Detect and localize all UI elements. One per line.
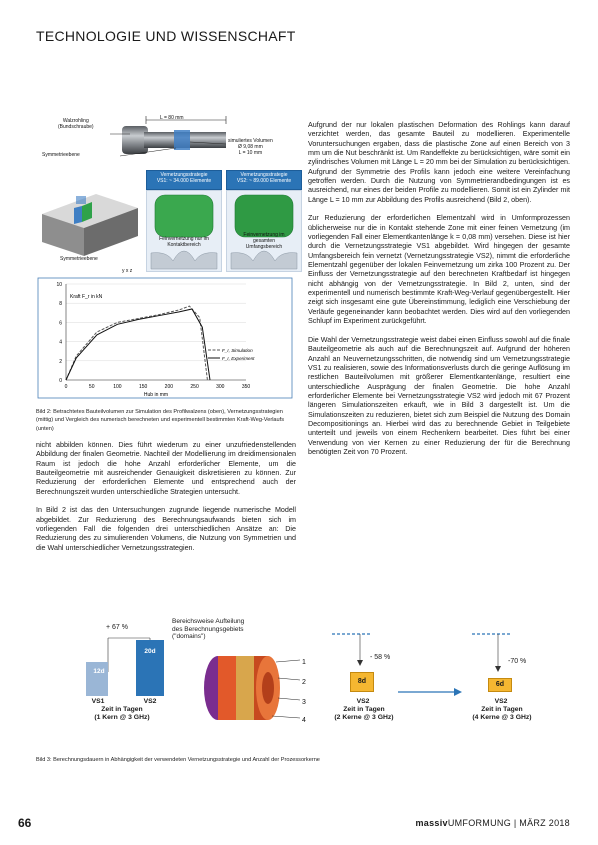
y-tick-label: 0	[59, 378, 62, 384]
brand-umformung: UMFORMUNG	[447, 818, 512, 828]
label-walzrohling: Walzrohling (Bundschraube)	[58, 118, 94, 130]
issue-date: MÄRZ 2018	[519, 818, 570, 828]
force-displacement-chart	[36, 276, 294, 402]
legend-label: F_r, Experiment	[222, 356, 255, 361]
axis-label-2-kerne: Zeit in Tagen (2 Kerne @ 3 GHz)	[334, 706, 394, 721]
footer-publication: massivUMFORMUNG | MÄRZ 2018	[415, 818, 570, 828]
bar-vs1-label: 12d	[93, 668, 105, 675]
percent-70: -70 %	[508, 658, 527, 665]
vs2-axis-label: VS2	[143, 698, 157, 705]
y-tick-label: 6	[59, 320, 62, 327]
x-tick-label: 250	[190, 384, 199, 390]
y-tick-label: 2	[59, 358, 62, 365]
percent-58: - 58 %	[370, 654, 391, 661]
vs1-header: Vernetzungsstrategie VS1: ~ 34.000 Elemente	[146, 170, 222, 190]
y-axis-label: Kraft F_r in kN	[70, 294, 103, 300]
x-tick-label: 300	[216, 384, 225, 390]
vs2-mesh-graphic	[227, 191, 301, 271]
box-8d: 8d	[350, 672, 374, 692]
vs1-mesh-label: Feinvernetzung nur im Kontaktbereich	[159, 236, 209, 248]
y-tick-label: 10	[56, 282, 62, 288]
x-axis-label: Hub in mm	[143, 392, 169, 398]
label-sim-volume: simuliertes Volumen Ø 9,08 mm L = 10 mm	[228, 138, 273, 156]
page-number: 66	[18, 816, 32, 830]
domain-number-3: 3	[302, 699, 306, 706]
x-tick-label: 350	[241, 384, 251, 390]
figure-2-caption: Bild 2: Betrachtetes Bauteilvolumen zur Simulation des Profilwalzens (oben), Vernetzungsstrategien (mittig) und Vergleich des numerisch berechneten und experimentell bestimmten Kraft-Weg-Verlaufs (unten)	[36, 409, 285, 432]
figure-3	[36, 618, 570, 760]
x-tick-label: 0	[64, 384, 68, 390]
percent-increase: + 67 %	[106, 624, 128, 631]
x-tick-label: 100	[113, 384, 122, 390]
bar-comparison-graphic	[80, 632, 170, 702]
y-tick-label: 4	[59, 339, 62, 346]
right-column	[308, 121, 570, 467]
paragraph: Zur Reduzierung der erforderlichen Elementzahl wird in Umformprozessen üblicherweise nur die in Kontakt stehende Zone mit einer feinen Vernetzung (im vorliegenden Fall einer Elementkantenlänge k = 0,08 mm) versehen. Diese ist hier durch die Vernetzungsstrategie VS1 abgebildet. Wird hingegen der gesamte Umfangsbereich fein vernetzt (Vernetzungsstrategie VS2), nimmt die erforderliche Elementzahl gegenüber der lokalen Feinvernetzung um zirka 100 Prozent zu. Der Einfluss der Vernetzungsstrategie auf den berechneten Kraftbedarf ist hingegen nicht abhängig von der Vernetzungsstrategie. In Bild 2, unten, sind der experimentell und numerisch bestimmte Kraft-Weg-Verlauf gegenübergestellt. Hier zeigt sich insgesamt eine gute Übereinstimmung, lediglich eine Verschiebung der Verläufe gegeneinander kann beobachtet werden. Dies wird auf den vorliegenden Schlupf im Experiment zurückgeführt.	[308, 214, 570, 326]
paragraph: In Bild 2 ist das den Untersuchungen zugrunde liegende numerische Modell abgebildet. Zur Reduzierung des Berechnungsaufwands bieten sich im vorliegenden Fall die folgenden drei unterschiedlichen Ansätze an: Die Reduzierung des zu simulierenden Volumens, die Nutzung von Symmetrien und die Wahl unterschiedlicher Vernetzungsstrategien.	[36, 506, 296, 552]
axis-label-1-kern: Zeit in Tagen (1 Kern @ 3 GHz)	[94, 706, 150, 721]
vs1-axis-label: VS1	[91, 698, 105, 705]
left-column	[36, 441, 296, 562]
box-6d: 6d	[488, 678, 512, 692]
vs2-header: Vernetzungsstrategie VS2: ~ 89.000 Elemente	[226, 170, 302, 190]
vs2-label-2-cores: VS2	[356, 698, 370, 705]
x-tick-label: 50	[88, 384, 95, 390]
vs1-mesh-panel	[146, 190, 222, 272]
legend-label: F_r, Simulation	[222, 348, 253, 353]
domains-illustration	[196, 646, 306, 730]
paragraph: Die Wahl der Vernetzungsstrategie weist dabei einen Einfluss sowohl auf die finale Bauteilgeometrie als auch auf die Berechnungszeit auf. Aufgrund der höheren Anzahl an Neuvernetzungsschritten, die notwendig sind um Vernetzungsstrategie VS1 zu realisieren, sowie des Informationsverlusts durch die geringe Auflösung im restlichen Bauteilvolumen mit größerer Elementkantenlänge, resultiert eine unterschiedliche Ausprägung der finalen Geometrie. Die hohe Anzahl erforderlicher Elemente bei Vernetzungsstrategie VS2 wird jedoch mit 67 Prozent längeren Simulationszeiten erkauft, wie in Bild 3 dargestellt ist. Um die Simulationszeiten zu reduzieren, bietet sich zum Beispiel die Nutzung des Domain Decompositionings an. Hierbei wird das zu berechnende Gebiet in Teilgebiete unterteilt und jeweils von einem Rechenkern bearbeitet. Dies führt bei einer Verwendung von vier Kernen zu einer Reduzierung der für die Berechnung benötigten Zeit von 70 Prozent.	[308, 335, 570, 456]
axis-label-4-kerne: Zeit in Tagen (4 Kerne @ 3 GHz)	[472, 706, 532, 721]
paragraph: nicht abbilden können. Dies führt wiederum zu einer unzufriedenstellenden Abbildung der finalen Geometrie. Nachteil der Modellierung im dreidimensionalen Raum ist jedoch die hohe Anzahl erforderlicher Elemente, um die Bauteilgeometrie mit ausreichender Genauigkeit diskretisieren zu können. Zur Reduzierung der erforderlichen Elemente und entsprechend auch der Berechnungszeit wurden unterschiedliche Strategien untersucht.	[36, 441, 296, 496]
domain-number-2: 2	[302, 679, 306, 686]
vs2-mesh-panel	[226, 190, 302, 272]
vs2-label-4-cores: VS2	[494, 698, 508, 705]
brand-massiv: massiv	[415, 818, 448, 828]
label-length: L = 80 mm	[160, 115, 184, 121]
y-tick-label: 8	[59, 301, 62, 308]
symmetry-blocks-illustration	[36, 178, 146, 264]
section-heading: TECHNOLOGIE UND WISSENSCHAFT	[36, 28, 296, 44]
vs2-mesh-label: Feinvernetzung im gesamten Umfangsbereich	[243, 232, 285, 250]
x-tick-label: 150	[138, 384, 148, 390]
domain-number-4: 4	[302, 717, 306, 724]
x-tick-label: 200	[164, 384, 174, 390]
domain-number-1: 1	[302, 659, 306, 666]
bar-vs2-label: 20d	[144, 648, 156, 655]
coordinate-axes-label: y x z	[122, 268, 133, 274]
figure-3-caption: Bild 3: Berechnungsdauern in Abhängigkeit der verwendeten Vernetzungsstrategie und Anzahl der Prozessorkerne	[36, 757, 320, 763]
paragraph: Aufgrund der nur lokalen plastischen Deformation des Rohlings kann darauf verzichtet werden, das gesamte Bauteil zu modellieren. Experimentelle Voruntersuchungen ergaben, dass die plastische Zone auf einen Bereich von 3 mm um die Nut beschränkt ist. Um Randeffekte zu berücksichtigen, wäre somit ein zylindrisches Volumen mit Länge L = 20 mm bei der Simulation zu berücksichtigen. Aufgrund der Symmetrie des Profils kann jedoch eine weitere Vereinfachung getroffen werden. Durch die Nutzung von Symmetrierandbedingungen ist es ausreichend, nur eines der beiden Profile zu modellieren. Somit ist ein Zylinder mit Länge L = 10 mm zur Abbildung des Profils ausreichend (Bild 2, oben).	[308, 121, 570, 204]
label-symmetrieebene-bottom: Symmetrieebene	[60, 256, 98, 262]
domains-title: Bereichsweise Aufteilung des Berechnungsgebiets ("domains")	[172, 618, 245, 641]
label-symmetrieebene-top: Symmetrieebene	[42, 152, 80, 158]
vs1-mesh-graphic	[147, 191, 221, 271]
